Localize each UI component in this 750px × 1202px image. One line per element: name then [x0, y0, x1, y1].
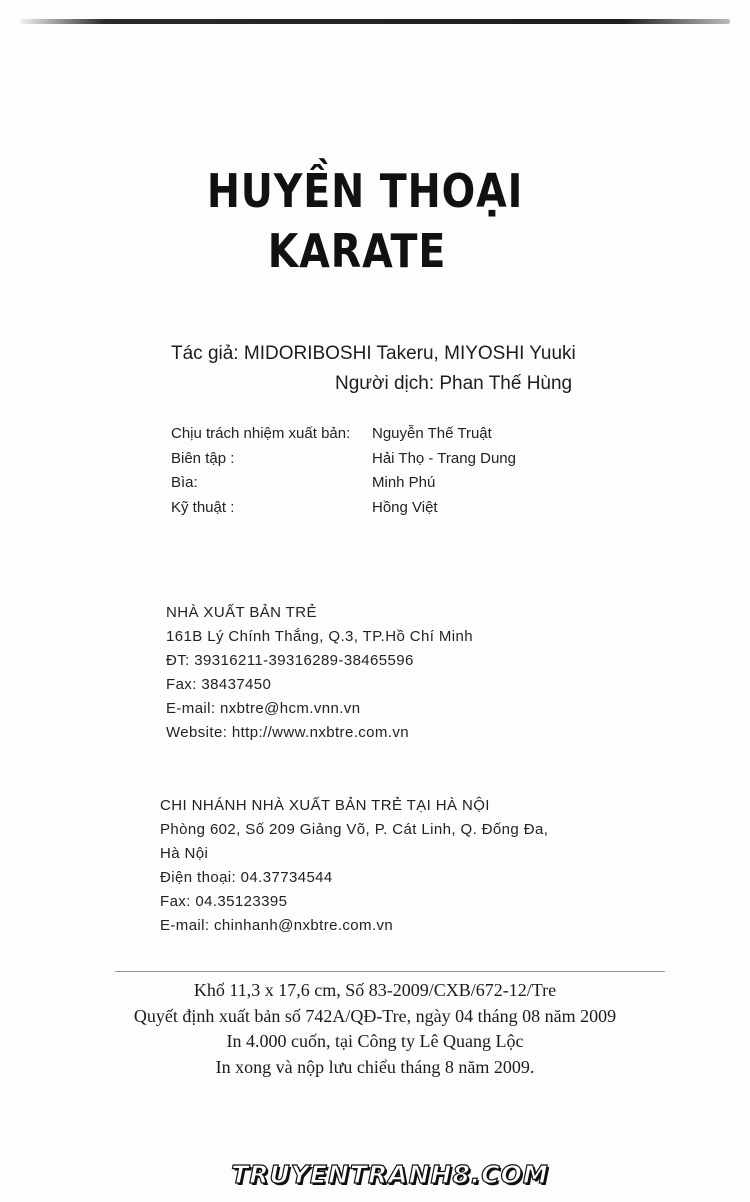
publisher-fax: Fax: 38437450	[166, 676, 272, 693]
imprint-line: Khổ 11,3 x 17,6 cm, Số 83-2009/CXB/672-12/Tre	[193, 980, 557, 1000]
publisher-phone: ĐT: 39316211-39316289-38465596	[166, 652, 414, 669]
book-title-line2: KARATE	[267, 224, 447, 278]
imprint-line: In 4.000 cuốn, tại Công ty Lê Quang Lộc	[226, 1031, 524, 1051]
branch-address-line1: Phòng 602, Số 209 Giảng Võ, P. Cát Linh, Q. Đống Đa,	[160, 821, 549, 838]
top-divider	[20, 19, 730, 24]
branch-email: E-mail: chinhanh@nxbtre.com.vn	[160, 917, 394, 934]
branch-name: CHI NHÁNH NHÀ XUẤT BẢN TRẺ TẠI HÀ NỘI	[160, 797, 490, 814]
branch-phone: Điện thoại: 04.37734544	[160, 869, 333, 886]
publisher-name: NHÀ XUẤT BẢN TRẺ	[166, 604, 317, 621]
publisher-address: 161B Lý Chính Thắng, Q.3, TP.Hồ Chí Minh	[166, 628, 474, 645]
imprint-line: In xong và nộp lưu chiểu tháng 8 năm 2009.	[215, 1056, 535, 1077]
imprint-line: Quyết định xuất bản số 742A/QĐ-Tre, ngày 04 tháng 08 năm 2009	[133, 1005, 617, 1026]
branch-address-line2: Hà Nội	[160, 845, 209, 862]
imprint-block	[0, 980, 750, 1082]
site-watermark: TRUYENTRANH8.COM	[231, 1160, 549, 1189]
author-credit: Tác giả: MIDORIBOSHI Takeru, MIYOSHI Yuuki	[171, 343, 576, 364]
staff-role: Bìa:	[171, 474, 198, 491]
publisher-email: E-mail: nxbtre@hcm.vnn.vn	[166, 700, 361, 717]
staff-name: Minh Phú	[372, 474, 436, 491]
translator-credit: Người dịch: Phan Thế Hùng	[335, 373, 573, 394]
branch-info	[160, 797, 548, 941]
staff-name: Hồng Việt	[372, 498, 438, 516]
staff-name: Hải Thọ - Trang Dung	[372, 449, 516, 467]
staff-name: Nguyễn Thế Truật	[372, 425, 492, 442]
publisher-info	[166, 604, 473, 748]
publisher-website: Website: http://www.nxbtre.com.vn	[166, 724, 410, 741]
staff-role: Chịu trách nhiệm xuất bản:	[171, 425, 351, 442]
imprint-divider	[115, 971, 665, 972]
book-title-line1: HUYỀN THOẠI	[206, 164, 524, 218]
staff-role: Biên tập :	[171, 449, 235, 467]
branch-fax: Fax: 04.35123395	[160, 893, 288, 910]
staff-role: Kỹ thuật :	[171, 498, 235, 516]
